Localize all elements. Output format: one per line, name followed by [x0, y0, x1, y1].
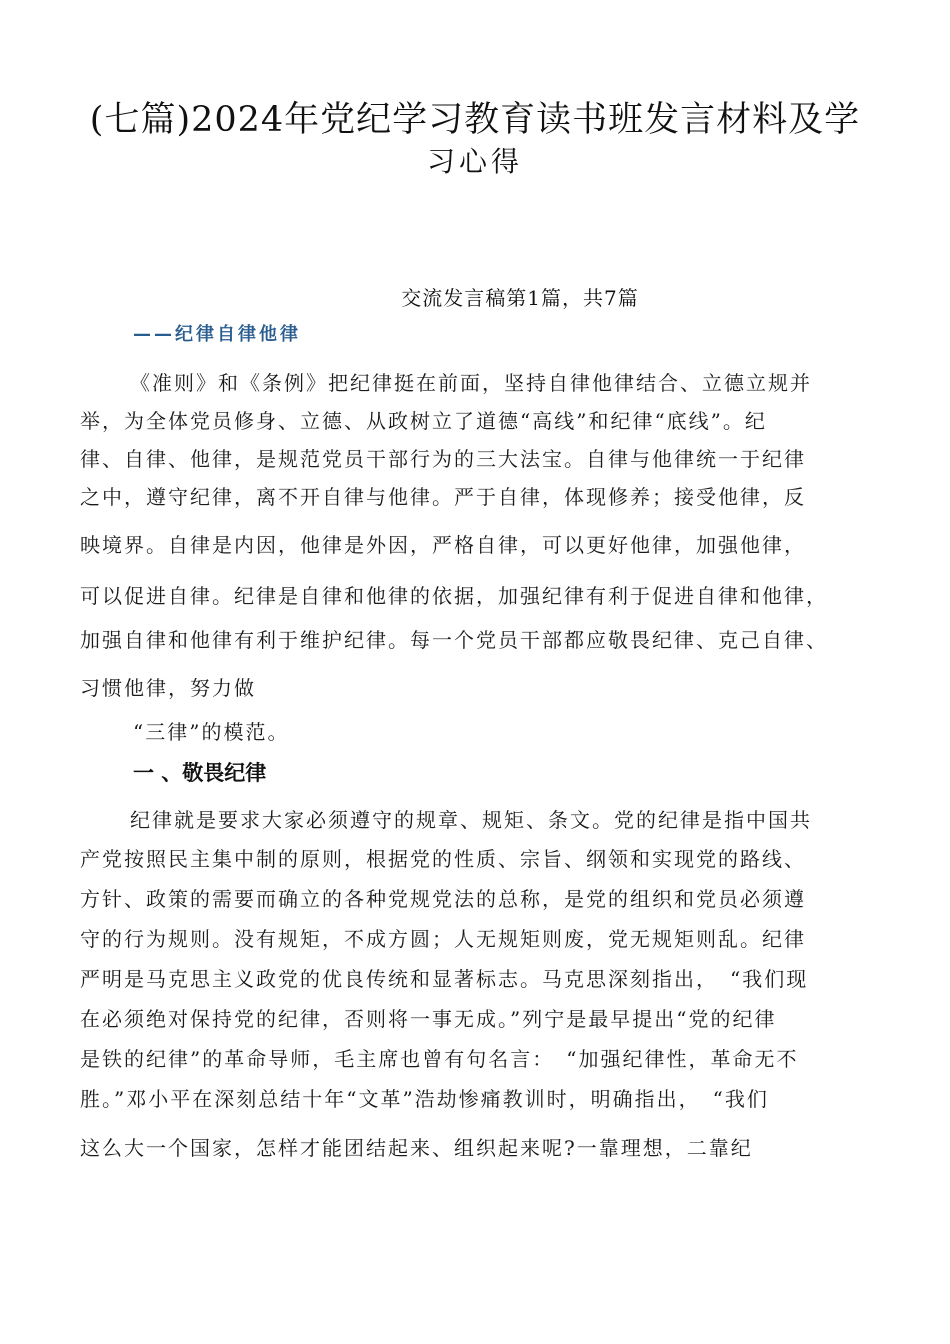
paragraph-line: 律、自律、他律，是规范党员干部行为的三大法宝。自律与他律统一于纪律 [80, 447, 806, 471]
document-title-line2: 习心得 [426, 145, 523, 178]
paragraph-line: “三律”的模范。 [133, 720, 290, 744]
paragraph-line: 《准则》和《条例》把纪律挺在前面，坚持自律他律结合、立德立规并 [130, 371, 812, 395]
paragraph-line: 产党按照民主集中制的原则，根据党的性质、宗旨、纲领和实现党的路线、 [80, 847, 806, 871]
paragraph-line: 这么大一个国家，怎样才能团结起来、组织起来呢?一靠理想，二靠纪 [80, 1136, 753, 1160]
paragraph-line: 映境界。自律是内因，他律是外因，严格自律，可以更好他律，加强他律， [80, 533, 806, 557]
paragraph-line: 可以促进自律。纪律是自律和他律的依据，加强纪律有利于促进自律和他律， [80, 584, 828, 608]
article-subtitle: 交流发言稿第1篇，共7篇 [401, 286, 639, 310]
paragraph-line: 习惯他律，努力做 [80, 676, 256, 700]
document-title-line1: (七篇)2024年党纪学习教育读书班发言材料及学 [89, 100, 861, 140]
paragraph-line: 严明是马克思主义政党的优良传统和显著标志。马克思深刻指出， “我们现 [80, 967, 809, 991]
paragraph-line: 方针、政策的需要而确立的各种党规党法的总称，是党的组织和党员必须遵 [80, 887, 806, 911]
paragraph-line: 胜。”邓小平在深刻总结十年“文革”浩劫惨痛教训时，明确指出， “我们 [80, 1087, 769, 1111]
paragraph-line: 在必须绝对保持党的纪律，否则将一事无成。”列宁是最早提出“党的纪律 [80, 1007, 777, 1031]
paragraph-line: 举，为全体党员修身、立德、从政树立了道德“高线”和纪律“底线”。纪 [80, 409, 767, 433]
paragraph-line: 加强自律和他律有利于维护纪律。每一个党员干部都应敬畏纪律、克己自律、 [80, 628, 828, 652]
paragraph-line: 之中，遵守纪律，离不开自律与他律。严于自律，体现修养；接受他律，反 [80, 485, 806, 509]
paragraph-line: 纪律就是要求大家必须遵守的规章、规矩、条文。党的纪律是指中国共 [130, 808, 812, 832]
paragraph-line: 守的行为规则。没有规矩，不成方圆；人无规矩则废，党无规矩则乱。纪律 [80, 927, 806, 951]
section-tag: ——纪律自律他律 [133, 324, 301, 345]
paragraph-line: 是铁的纪律”的革命导师，毛主席也曾有句名言： “加强纪律性，革命无不 [80, 1047, 799, 1071]
section-heading: 一 、敬畏纪律 [133, 761, 267, 785]
